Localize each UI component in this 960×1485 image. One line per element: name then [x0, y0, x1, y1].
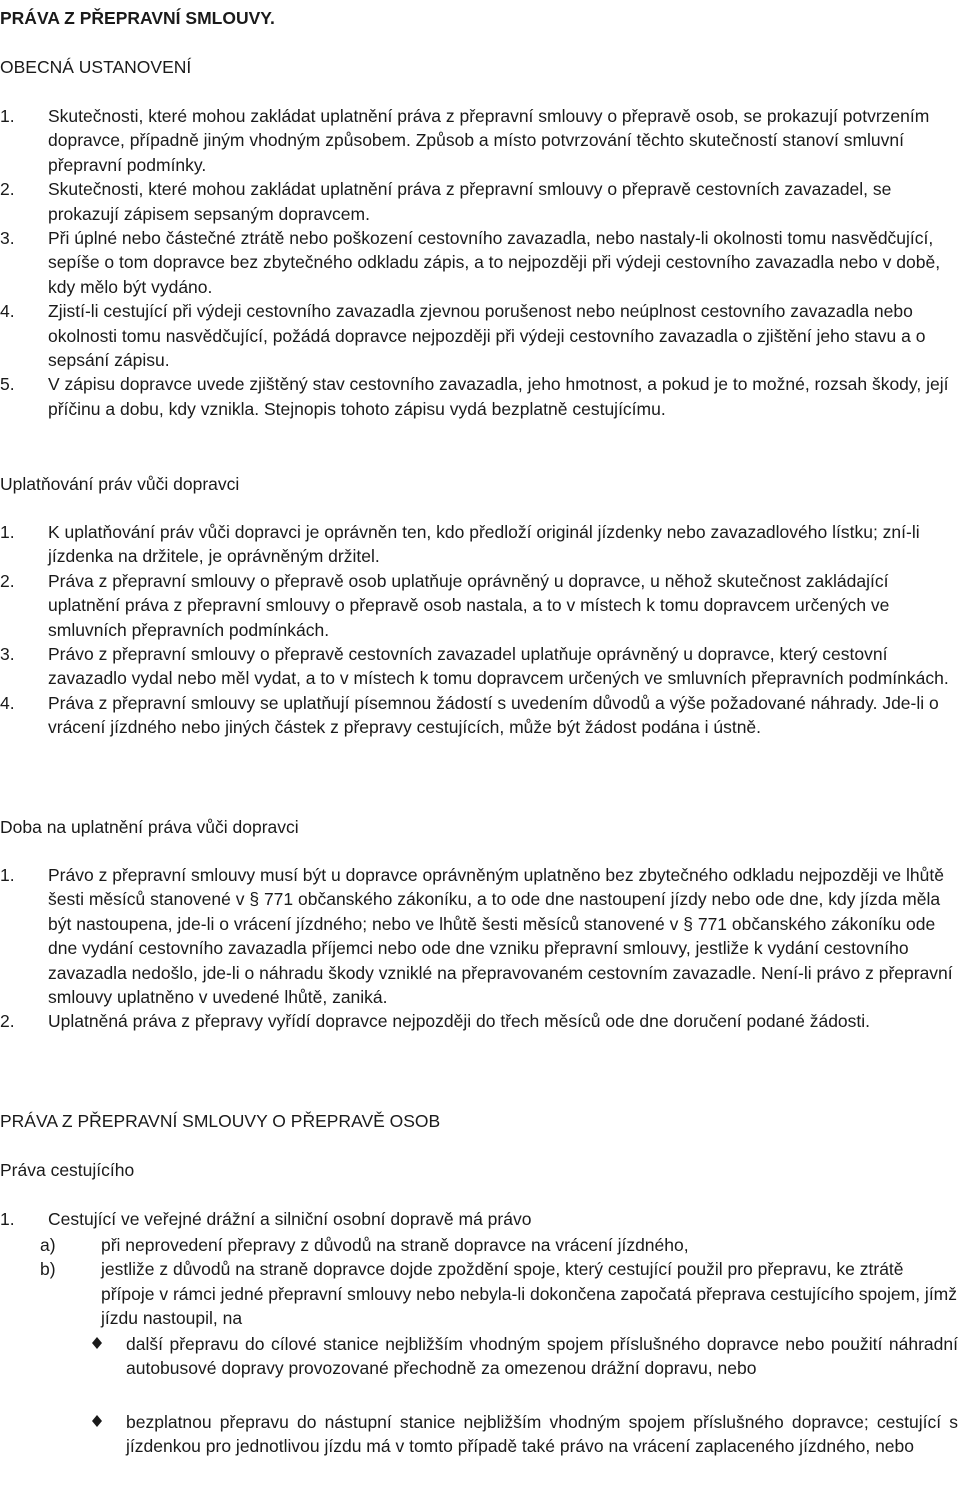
- bullet-item: [0, 1332, 958, 1381]
- item-text: bezplatnou přepravu do nástupní stanice nejbližším vhodným spojem příslušného dopravce; cestující s jízdenkou pro jednotlivou jízdu má v tomto případě také právo na vrácení zaplaceného jízdného, nebo: [126, 1412, 958, 1457]
- item-text: Cestující ve veřejné drážní a silniční osobní dopravě má právo: [48, 1209, 532, 1229]
- item-text: Právo z přepravní smlouvy musí být u dopravce oprávněným uplatněno bez zbytečného odkladu nejpozději ve lhůtě šesti měsíců stanovené v § 771 občanského zákoníku, a to ode dne nastoupení jízdy nebo ode dne, kdy jízda měla být nastoupena, jde-li o vrácení jízdného; nebo ve lhůtě šesti měsíců stanovené v § 771 občanského zákoníku ode dne vydání cestovního zavazadla příjemci nebo ode dne vzniku přepravní smlouvy, jestliže k vydání cestovního zavazadla nedošlo, jde-li o náhradu škody vzniklé na přepravovaném cestovním zavazadle. Není-li právo z přepravní smlouvy uplatněno v uvedené lhůtě, zaniká.: [48, 865, 953, 1008]
- section-heading-claims: Uplatňování práv vůči dopravci: [0, 474, 240, 494]
- item-text: Práva z přepravní smlouvy o přepravě osob uplatňuje oprávněný u dopravce, u něhož skutečnost zakládající uplatnění práva z přepravní smlouvy o přepravě osob nastala, a to v místech k tomu dopravcem určených ve smluvních přepravních podmínkách.: [48, 570, 890, 640]
- item-number: 4.: [0, 301, 15, 322]
- section-heading-general: OBECNÁ USTANOVENÍ: [0, 57, 192, 77]
- section-heading-deadline: Doba na uplatnění práva vůči dopravci: [0, 817, 299, 837]
- list-item: [0, 642, 958, 691]
- passenger-rights-bullets-2: [0, 1410, 958, 1459]
- sublist-item: [0, 1257, 958, 1330]
- list-item: [0, 1009, 958, 1033]
- item-number: 2.: [0, 570, 15, 591]
- item-text: Skutečnosti, které mohou zakládat uplatnění práva z přepravní smlouvy o přepravě cestovních zavazadel, se prokazují zápisem sepsaným dopravcem.: [48, 179, 892, 224]
- list-item: [0, 372, 958, 421]
- bullet-item: [0, 1410, 958, 1459]
- item-number: 2.: [0, 179, 15, 200]
- document-title: PRÁVA Z PŘEPRAVNÍ SMLOUVY.: [0, 8, 275, 28]
- claims-list: [0, 520, 958, 740]
- list-item: [0, 569, 958, 642]
- item-text: Uplatněná práva z přepravy vyřídí dopravce nejpozději do třech měsíců ode dne doručení podané žádosti.: [48, 1011, 871, 1032]
- item-text: K uplatňování práv vůči dopravci je oprávněn ten, kdo předloží originál jízdenky nebo zavazadlového lístku; zní-li jízdenka na držitele, je oprávněným držitel.: [48, 522, 920, 567]
- list-item: [0, 520, 958, 569]
- list-item: [0, 1207, 958, 1231]
- list-item: [0, 104, 958, 177]
- item-text: V zápisu dopravce uvede zjištěný stav cestovního zavazadla, jeho hmotnost, a pokud je to možné, rozsah škody, její příčinu a dobu, kdy vznikla. Stejnopis tohoto zápisu vydá bezplatně cestujícímu.: [48, 374, 949, 419]
- item-text: jestliže z důvodů na straně dopravce dojde zpoždění spoje, který cestující použil pro přepravu, ke ztrátě přípoje v rámci jedné přepravní smlouvy nebo nebyla-li dokončena započatá přeprava cestujícího spojem, jímž jízdu nastoupil, na: [101, 1259, 958, 1329]
- deadline-list: [0, 863, 958, 1034]
- general-provisions-list: [0, 104, 958, 421]
- list-item: [0, 299, 958, 372]
- item-number: 3.: [0, 228, 15, 249]
- item-text: Zjistí-li cestující při výdeji cestovního zavazadla zjevnou porušenost nebo neúplnost cestovního zavazadla nebo okolnosti tomu nasvědčující, požádá dopravce nejpozději při výdeji cestovního zavazadla o zjištění jeho stavu a o sepsání zápisu.: [48, 301, 926, 371]
- item-number: 1.: [0, 106, 15, 126]
- item-number: 1.: [0, 522, 15, 542]
- subheading-passenger-rights: Práva cestujícího: [0, 1160, 135, 1180]
- item-number: 2.: [0, 1011, 15, 1032]
- passenger-rights-sublist: [0, 1233, 958, 1331]
- diamond-bullet-icon: [92, 1413, 102, 1427]
- item-letter: a): [40, 1235, 56, 1255]
- diamond-bullet-icon: [92, 1335, 102, 1349]
- item-number: 3.: [0, 644, 15, 665]
- item-number: 1.: [0, 865, 15, 885]
- item-text: Při úplné nebo částečné ztrátě nebo poškození cestovního zavazadla, nebo nastaly-li okolnosti tomu nasvědčující, sepíše o tom dopravce bez zbytečného odkladu zápis, a to nejpozději při výdeji cestovního zavazadla nebo v době, kdy mělo být vydáno.: [48, 228, 941, 297]
- passenger-rights-bullets: [0, 1332, 958, 1381]
- list-item: [0, 177, 958, 226]
- item-number: 1.: [0, 1209, 15, 1229]
- passenger-rights-list: [0, 1207, 958, 1231]
- item-letter: b): [40, 1259, 56, 1280]
- item-text: Skutečnosti, které mohou zakládat uplatnění práva z přepravní smlouvy o přepravě osob, se prokazují potvrzením dopravce, případně jiným vhodným způsobem. Způsob a místo potvrzování těchto skutečností stanoví smluvní přepravní podmínky.: [48, 106, 930, 175]
- list-item: [0, 226, 958, 299]
- item-text: při neprovedení přepravy z důvodů na straně dopravce na vrácení jízdného,: [101, 1235, 689, 1255]
- item-text: další přepravu do cílové stanice nejbližším vhodným spojem příslušného dopravce nebo použití náhradní autobusové dopravy provozované přechodně za omezenou drážní dopravu, nebo: [126, 1334, 958, 1379]
- item-text: Práva z přepravní smlouvy se uplatňují písemnou žádostí s uvedením důvodů a výše požadované náhrady. Jde-li o vrácení jízdného nebo jiných částek z přepravy cestujících, může být žádost podána i ústně.: [48, 692, 939, 738]
- item-number: 5.: [0, 374, 15, 395]
- list-item: [0, 691, 958, 740]
- item-number: 4.: [0, 692, 15, 713]
- section-heading-passenger-rights: PRÁVA Z PŘEPRAVNÍ SMLOUVY O PŘEPRAVĚ OSOB: [0, 1111, 441, 1131]
- item-text: Právo z přepravní smlouvy o přepravě cestovních zavazadel uplatňuje oprávněný u dopravce, který cestovní zavazadlo vydal nebo měl vydat, a to v místech k tomu dopravcem určených ve smluvních přepravních podmínkách.: [48, 644, 949, 689]
- list-item: [0, 863, 958, 1009]
- sublist-item: [0, 1233, 958, 1257]
